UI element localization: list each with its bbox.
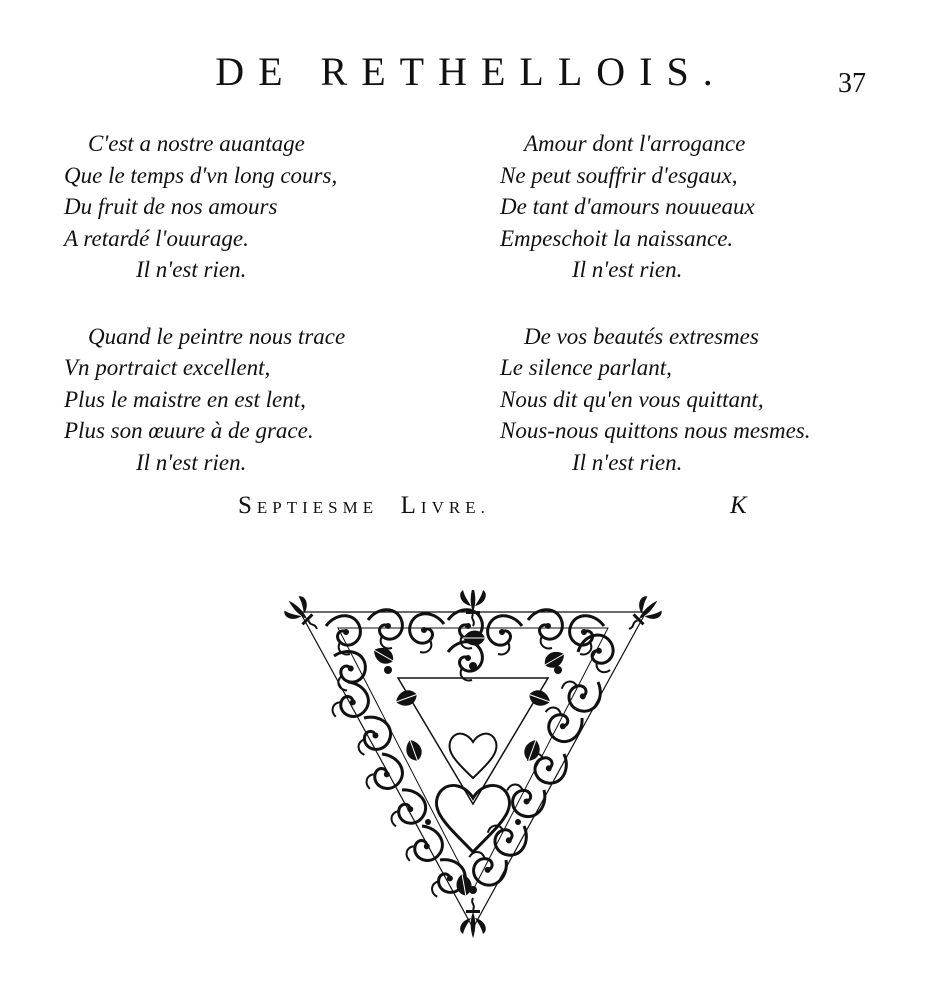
verse-line: De vos beautés extresmes [524, 323, 759, 349]
verse-line: Du fruit de nos amours [64, 194, 278, 219]
small-caps-initial: L [400, 492, 421, 519]
stanza-1 [64, 128, 464, 286]
small-caps-rest: EPTIESME [256, 498, 379, 517]
refrain-line: Il n'est rien. [572, 257, 683, 282]
verse-line: Que le temps d'vn long cours, [64, 162, 338, 188]
refrain-line: Il n'est rien. [572, 449, 683, 475]
verse-line: C'est a nostre auantage [88, 131, 305, 156]
catchword-book-title [238, 492, 490, 520]
signature-mark: K [730, 492, 747, 519]
verse-line: Plus son œuure à de grace. [64, 418, 314, 443]
page-number: 37 [838, 68, 866, 99]
verse-line: Vn portraict excellent, [64, 355, 271, 380]
refrain-line: Il n'est rien. [136, 449, 247, 475]
stanza-2 [64, 321, 464, 479]
verse-line: Quand le peintre nous trace [88, 323, 346, 349]
poem-left-column [64, 128, 464, 478]
small-caps-rest: IVRE. [420, 498, 490, 517]
refrain-line: Il n'est rien. [136, 257, 247, 282]
poem-right-column [500, 128, 900, 478]
verse-line: Nous-nous quittons nous mesmes. [500, 418, 811, 443]
stanza-3 [500, 128, 900, 286]
verse-line: Le silence parlant, [500, 355, 672, 380]
verse-line: A retardé l'ouurage. [64, 225, 249, 251]
running-head-title: DE RETHELLOIS. [215, 49, 727, 94]
verse-line: Nous dit qu'en vous quittant, [500, 386, 764, 412]
stanza-4 [500, 321, 900, 479]
verse-line: De tant d'amours nouueaux [500, 194, 755, 219]
verse-line: Amour dont l'arrogance [524, 131, 746, 156]
small-caps-initial: S [238, 492, 257, 519]
verse-line: Empeschoit la naissance. [500, 225, 734, 251]
footer-line [0, 492, 942, 532]
verse-line: Plus le maistre en est lent, [64, 386, 306, 412]
triangular-fleuron-ornament-icon [278, 590, 668, 940]
verse-line: Ne peut souffrir d'esgaux, [500, 162, 738, 188]
